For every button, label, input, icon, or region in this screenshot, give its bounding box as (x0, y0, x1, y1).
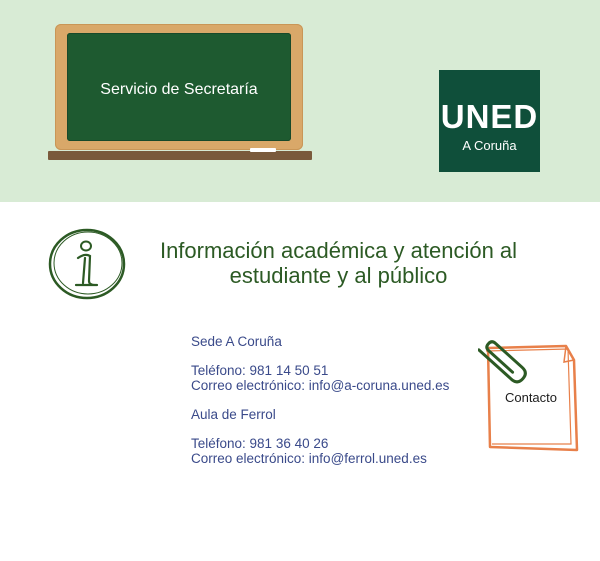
page-title (136, 238, 541, 288)
contact-info (191, 334, 449, 466)
chalkboard-surface (67, 33, 291, 141)
chalkboard-title: Servicio de Secretaría (100, 81, 258, 98)
aula-ferrol-email[interactable]: Correo electrónico: info@ferrol.uned.es (191, 451, 427, 466)
sede-coruna-phone: Teléfono: 981 14 50 51 (191, 363, 329, 378)
title-line-1: Información académica y atención al (159, 238, 518, 263)
chalk-icon (250, 148, 276, 152)
chalkboard-ledge (48, 151, 312, 160)
contact-label[interactable]: Contacto (504, 390, 558, 405)
title-line-2: estudiante y al público (229, 263, 448, 288)
uned-logo[interactable] (439, 70, 540, 172)
logo-wordmark: UNED (440, 98, 539, 135)
sede-coruna-name: Sede A Coruña (191, 334, 282, 349)
logo-subtitle: A Coruña (462, 138, 517, 153)
chalkboard (55, 24, 303, 150)
sede-coruna-email[interactable]: Correo electrónico: info@a-coruna.uned.es (191, 378, 450, 393)
header-banner (0, 0, 600, 202)
info-icon (47, 227, 129, 301)
aula-ferrol-name: Aula de Ferrol (191, 407, 276, 422)
aula-ferrol-phone: Teléfono: 981 36 40 26 (191, 436, 329, 451)
